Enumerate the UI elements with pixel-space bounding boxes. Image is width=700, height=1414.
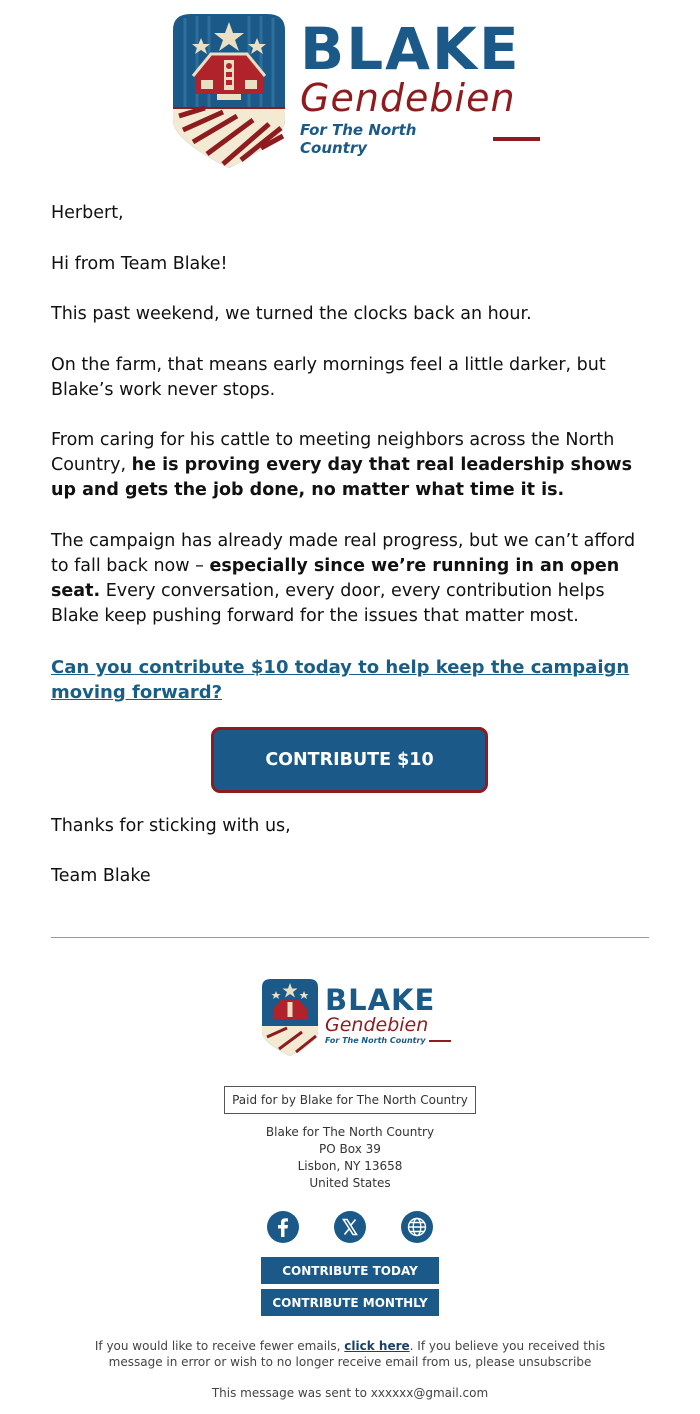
- footer-divider: [51, 937, 649, 938]
- logo-tagline-row: [300, 121, 540, 157]
- globe-icon[interactable]: [400, 1210, 434, 1244]
- address-line-1: Blake for The North Country: [265, 1125, 435, 1139]
- paragraph-3: On the farm, that means early mornings feel a little darker, but Blake’s work never stops.: [51, 355, 606, 400]
- logo-name-line1: BLAKE: [300, 15, 521, 83]
- greeting: Herbert,: [51, 203, 124, 223]
- paragraph-5-text-b: Every conversation, every door, every contribution helps Blake keep pushing forward for the issues that matter most.: [51, 581, 605, 626]
- unsubscribe-notice: [80, 1338, 620, 1370]
- logo-name-line2: Gendebien: [300, 76, 516, 120]
- footer-tagline-rule: [429, 1040, 451, 1042]
- address-line-4: United States: [309, 1176, 391, 1190]
- closing: Thanks for sticking with us,: [51, 816, 291, 836]
- paragraph-4-text: From caring for his cattle to meeting neighbors across the North Country,: [51, 430, 615, 475]
- logo-tagline: For The North Country: [300, 121, 417, 157]
- address-line-3: Lisbon, NY 13658: [297, 1159, 403, 1173]
- paragraph-4: [51, 428, 651, 503]
- paragraph-5-bold: especially since we’re running in an open seat.: [51, 556, 620, 601]
- facebook-icon[interactable]: [266, 1210, 300, 1244]
- paragraph-4-bold: he is proving every day that real leadership shows up and gets the job done, no matter what time it is.: [51, 455, 633, 500]
- tagline-rule: [493, 137, 540, 141]
- footer-logo-wordmark: [325, 983, 455, 1045]
- mailing-address: [0, 1124, 700, 1192]
- paid-for-disclaimer: Paid for by Blake for The North Country: [224, 1086, 476, 1114]
- footer-logo-emblem: [258, 978, 322, 1058]
- footer-logo-name-line2: Gendebien: [325, 1014, 429, 1036]
- header: [0, 0, 700, 195]
- sent-to-notice: This message was sent to xxxxxx@gmail.com: [211, 1386, 489, 1400]
- contribute-10-button[interactable]: CONTRIBUTE $10: [211, 727, 488, 793]
- fine-print-b: . If you believe you received this message in error or wish to no longer receive email from us, please unsubscribe: [108, 1339, 606, 1369]
- x-icon[interactable]: [333, 1210, 367, 1244]
- fine-print-a: If you would like to receive fewer emails,: [94, 1339, 341, 1353]
- signature: Team Blake: [51, 866, 151, 886]
- footer-logo-name-line1: BLAKE: [325, 983, 436, 1017]
- contribute-monthly-button[interactable]: CONTRIBUTE MONTHLY: [261, 1289, 439, 1316]
- footer-tagline-row: [325, 1036, 455, 1045]
- paragraph-1: Hi from Team Blake!: [51, 254, 228, 274]
- logo-wordmark: [300, 15, 540, 157]
- footer-logo-tagline: For The North Country: [325, 1036, 426, 1045]
- contribute-today-button[interactable]: CONTRIBUTE TODAY: [261, 1257, 439, 1284]
- fewer-emails-link[interactable]: click here: [344, 1339, 410, 1353]
- address-line-2: PO Box 39: [319, 1142, 381, 1156]
- contribute-ask-link[interactable]: Can you contribute $10 today to help keep the campaign moving forward?: [51, 657, 630, 703]
- paragraph-2: This past weekend, we turned the clocks back an hour.: [51, 304, 532, 324]
- paragraph-5-text-a: The campaign has already made real progress, but we can’t afford to fall back now –: [51, 531, 636, 576]
- paragraph-5: [51, 529, 651, 629]
